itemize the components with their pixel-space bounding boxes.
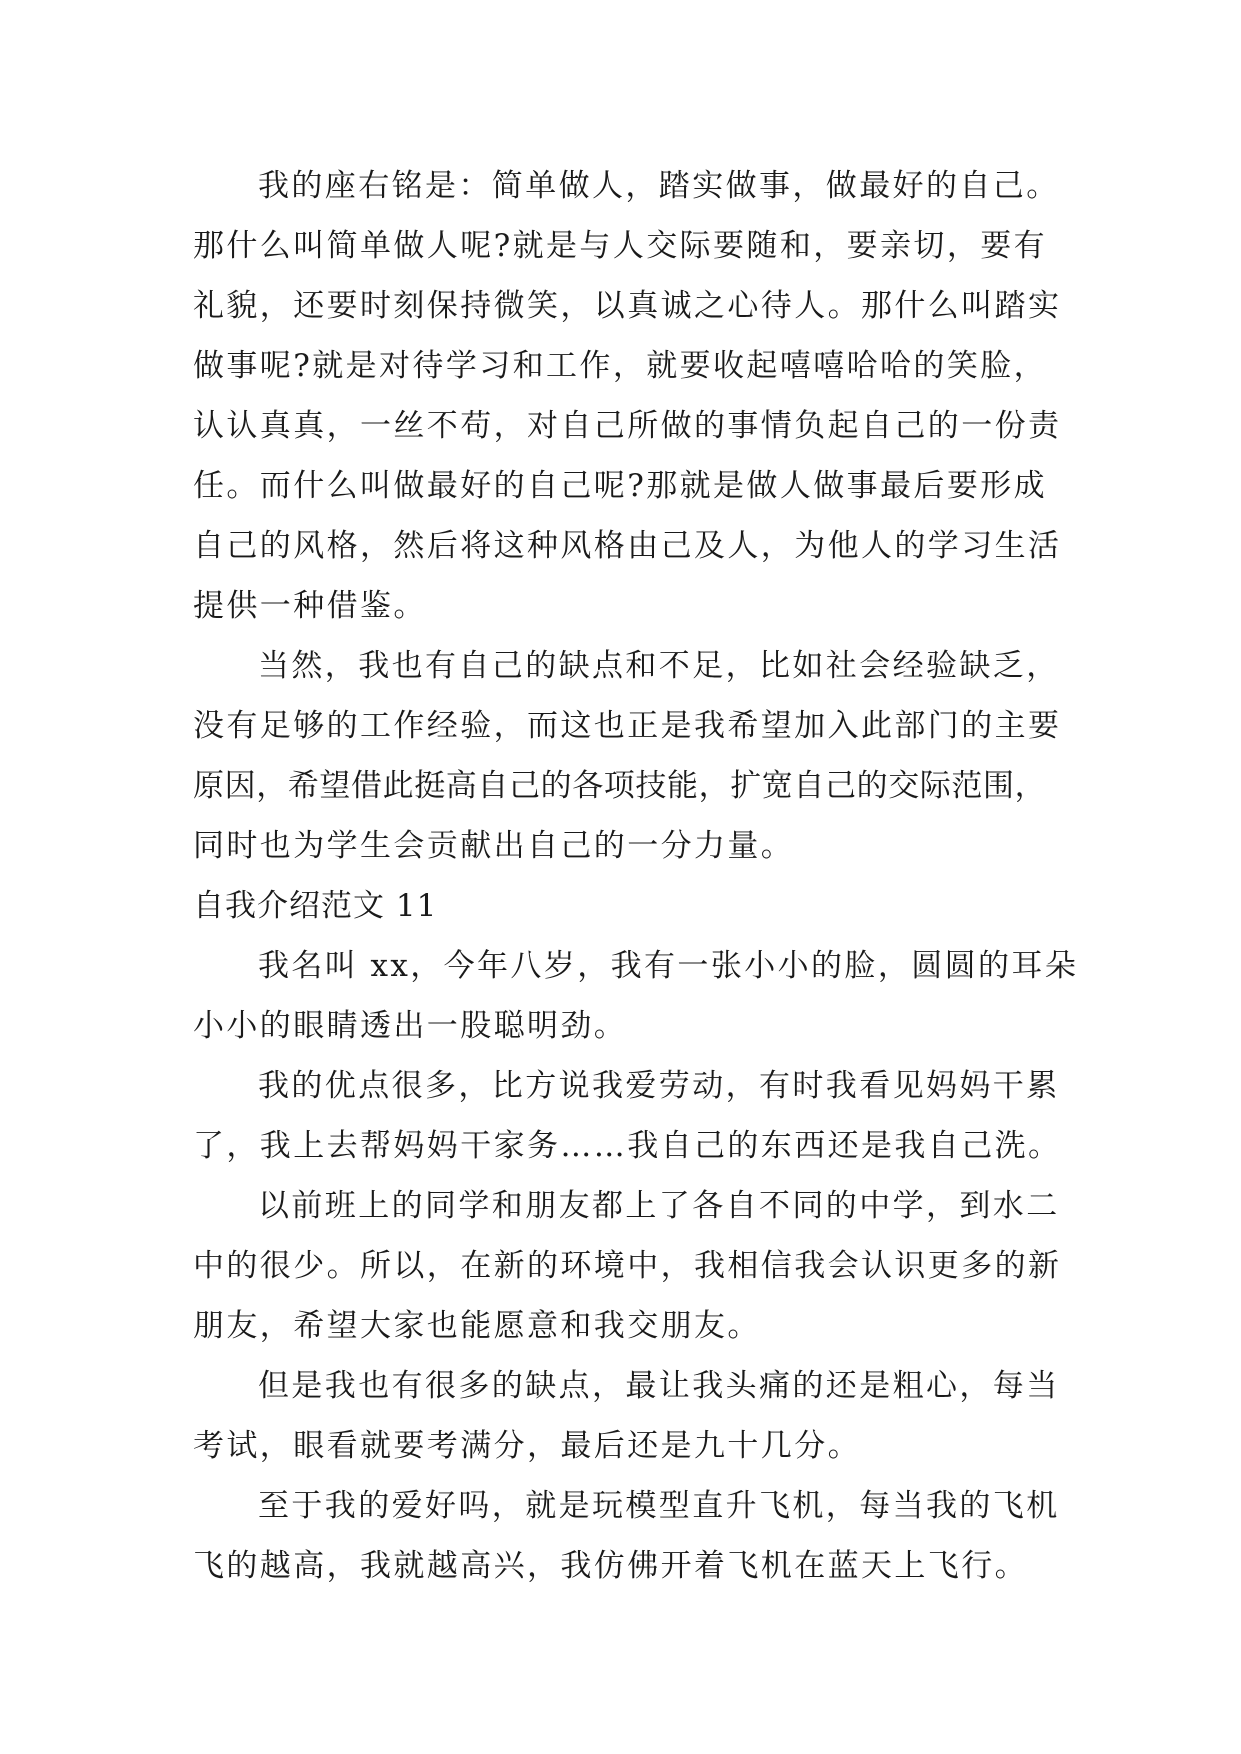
text-line: 当然，我也有自己的缺点和不足，比如社会经验缺乏， [258, 648, 1060, 684]
text-line: 考试，眼看就要考满分，最后还是九十几分。 [193, 1428, 861, 1464]
text-line: 至于我的爱好吗，就是玩模型直升飞机，每当我的飞机 [258, 1488, 1060, 1524]
text-line: 同时也为学生会贡献出自己的一分力量。 [193, 828, 795, 864]
text-line: 但是我也有很多的缺点，最让我头痛的还是粗心，每当 [258, 1368, 1060, 1404]
text-line: 任。而什么叫做最好的自己呢?那就是做人做事最后要形成 [193, 468, 1048, 504]
text-line: 我的优点很多，比方说我爱劳动，有时我看见妈妈干累 [258, 1068, 1060, 1104]
text-line: 礼貌，还要时刻保持微笑，以真诚之心待人。那什么叫踏实 [193, 288, 1062, 324]
text-line: 飞的越高，我就越高兴，我仿佛开着飞机在蓝天上飞行。 [193, 1548, 1028, 1584]
text-line: 以前班上的同学和朋友都上了各自不同的中学，到水二 [258, 1188, 1060, 1224]
text-line: 我的座右铭是：简单做人，踏实做事，做最好的自己。 [258, 168, 1060, 204]
text-line: 提供一种借鉴。 [193, 588, 427, 624]
text-line: 认认真真，一丝不苟，对自己所做的事情负起自己的一份责 [193, 408, 1062, 444]
text-line: 自己的风格，然后将这种风格由己及人，为他人的学习生活 [193, 528, 1062, 564]
text-line: 中的很少。所以，在新的环境中，我相信我会认识更多的新 [193, 1248, 1062, 1284]
text-line: 没有足够的工作经验，而这也正是我希望加入此部门的主要 [193, 708, 1062, 744]
text-line: 小小的眼睛透出一股聪明劲。 [193, 1008, 628, 1044]
text-line: 那什么叫简单做人呢?就是与人交际要随和，要亲切，要有 [193, 228, 1048, 264]
text-line: 朋友，希望大家也能愿意和我交朋友。 [193, 1308, 761, 1344]
text-line: 了，我上去帮妈妈干家务……我自己的东西还是我自己洗。 [193, 1128, 1062, 1164]
text-line: 我名叫 xx，今年八岁，我有一张小小的脸，圆圆的耳朵 [258, 948, 1079, 984]
section-heading: 自我介绍范文 11 [193, 888, 438, 924]
text-line: 做事呢?就是对待学习和工作，就要收起嘻嘻哈哈的笑脸， [193, 348, 1048, 384]
text-line: 原因，希望借此挺高自己的各项技能，扩宽自己的交际范围， [193, 768, 1047, 804]
